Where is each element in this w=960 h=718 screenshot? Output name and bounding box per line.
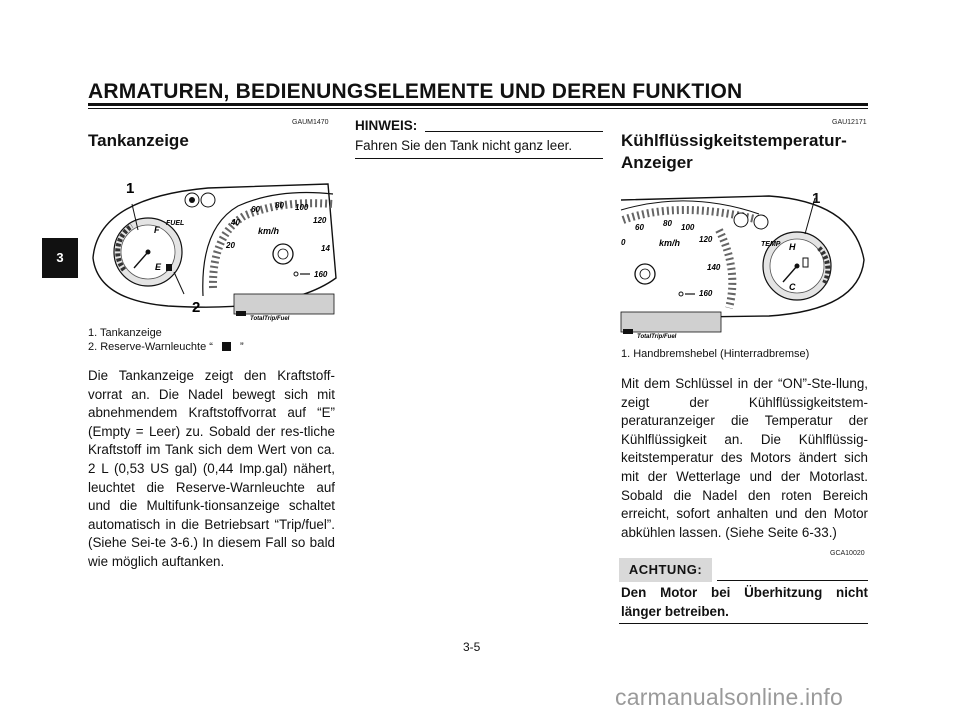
lcd-mode-bar: TotalTrip/Fuel	[250, 316, 290, 322]
speed-unit-label: km/h	[659, 238, 681, 248]
fuel-gauge-illustration	[88, 178, 338, 328]
speed-tick-label: 80	[275, 201, 284, 210]
fuel-full-label: F	[154, 225, 160, 235]
speed-tick-label: 160	[314, 270, 328, 279]
section-code-left: GAUM1470	[292, 119, 329, 126]
temp-label: TEMP	[761, 241, 781, 248]
fuel-label: FUEL	[166, 220, 185, 227]
note-bottom-rule	[355, 158, 603, 159]
section-heading-tankanzeige: Tankanzeige	[88, 131, 189, 150]
section-heading-line2: Anzeiger	[621, 153, 693, 172]
indicator-light-icon	[734, 213, 748, 227]
figure-caption-right: 1. Handbremshebel (Hinterradbremse)	[621, 348, 810, 360]
note-rule	[425, 131, 603, 132]
title-rule-thin	[88, 108, 868, 109]
callout-1: 1	[126, 180, 135, 197]
lcd-display	[621, 312, 721, 332]
speed-unit-label: km/h	[258, 226, 280, 236]
speed-tick-label: 40	[231, 218, 240, 227]
speed-tick-label: 120	[699, 235, 713, 244]
figure-caption-2	[88, 341, 244, 354]
lcd-display	[234, 294, 334, 314]
reserve-fuel-icon	[222, 342, 231, 351]
temp-hot-label: H	[789, 242, 796, 252]
temp-cold-label: C	[789, 282, 796, 292]
speed-tick-label: 100	[295, 203, 309, 212]
watermark: carmanualsonline.info	[615, 684, 843, 710]
chapter-tab: 3	[42, 238, 78, 278]
speed-tick-label: 0	[621, 238, 626, 247]
section-code-right: GAU12171	[832, 119, 867, 126]
reserve-warning-light-icon	[166, 264, 172, 271]
caution-rule	[717, 580, 868, 581]
body-text-temperature: Mit dem Schlüssel in der “ON”-Ste-llung, zeigt der Kühlflüssigkeitstem-peraturanzeiger die Temperatur der Kühlflüssigkeit an. Die Kühlflüssig-keitstemperatur des Motors ändert sich mit der Wetterlage und der Motorlast. Sobald die Nadel den roten Bereich erreicht, sofort anhalten und den Motor abkühlen lassen. (Siehe Seite 6-33.)	[621, 376, 868, 540]
fuel-empty-label: E	[155, 262, 162, 272]
speed-tick-label: 20	[226, 241, 235, 250]
speed-tick-label: 80	[663, 219, 672, 228]
caution-code: GCA10020	[830, 550, 865, 557]
callout-1: 1	[812, 190, 821, 207]
speed-tick-label: 14	[321, 244, 330, 253]
speed-tick-label: 60	[251, 205, 260, 214]
caution-text: Den Motor bei Überhitzung nicht länger betreiben.	[621, 585, 868, 619]
speed-tick-label: 60	[635, 223, 644, 232]
caption-text: 2. Reserve-Warnleuchte “	[88, 341, 213, 353]
section-heading-line1: Kühlflüssigkeitstemperatur-	[621, 131, 847, 150]
headlight-indicator-icon	[201, 193, 215, 207]
body-text-tankanzeige: Die Tankanzeige zeigt den Kraftstoff-vorrat an. Die Nadel bewegt sich mit abnehmendem Kraftstoffvorrat auf “E” (Empty = Leer) zu. Sobald der res-tliche Kraftstoff im Tank sich dem Wert von ca. 2 L (0,53 US gal) (0,44 Imp.gal) nähert, leuchtet die Reserve-Warnleuchte auf und die Multifunk-tionsanzeige schaltet automatisch in die Betriebsart “Trip/fuel”. (Siehe Sei-te 3-6.) In diesem Fall so bald wie möglich auftanken.	[88, 368, 335, 569]
caption-text: ”	[240, 341, 244, 353]
caution-bottom-rule	[619, 623, 868, 624]
temperature-gauge-illustration	[619, 190, 869, 342]
speed-tick-label: 120	[313, 216, 327, 225]
speed-tick-label: 160	[699, 289, 713, 298]
speed-tick-label: 100	[681, 223, 695, 232]
note-text: Fahren Sie den Tank nicht ganz leer.	[355, 138, 573, 153]
page-title: ARMATUREN, BEDIENUNGSELEMENTE UND DEREN FUNKTION	[88, 80, 743, 103]
caution-label: ACHTUNG:	[619, 558, 712, 582]
lcd-mode-bar: TotalTrip/Fuel	[637, 334, 677, 340]
title-rule	[88, 103, 868, 106]
callout-2: 2	[192, 299, 201, 316]
speed-tick-label: 140	[707, 263, 721, 272]
note-label: HINWEIS:	[355, 118, 418, 133]
indicator-light-icon	[754, 215, 768, 229]
figure-caption-1: 1. Tankanzeige	[88, 327, 162, 339]
page-number: 3-5	[463, 640, 481, 654]
